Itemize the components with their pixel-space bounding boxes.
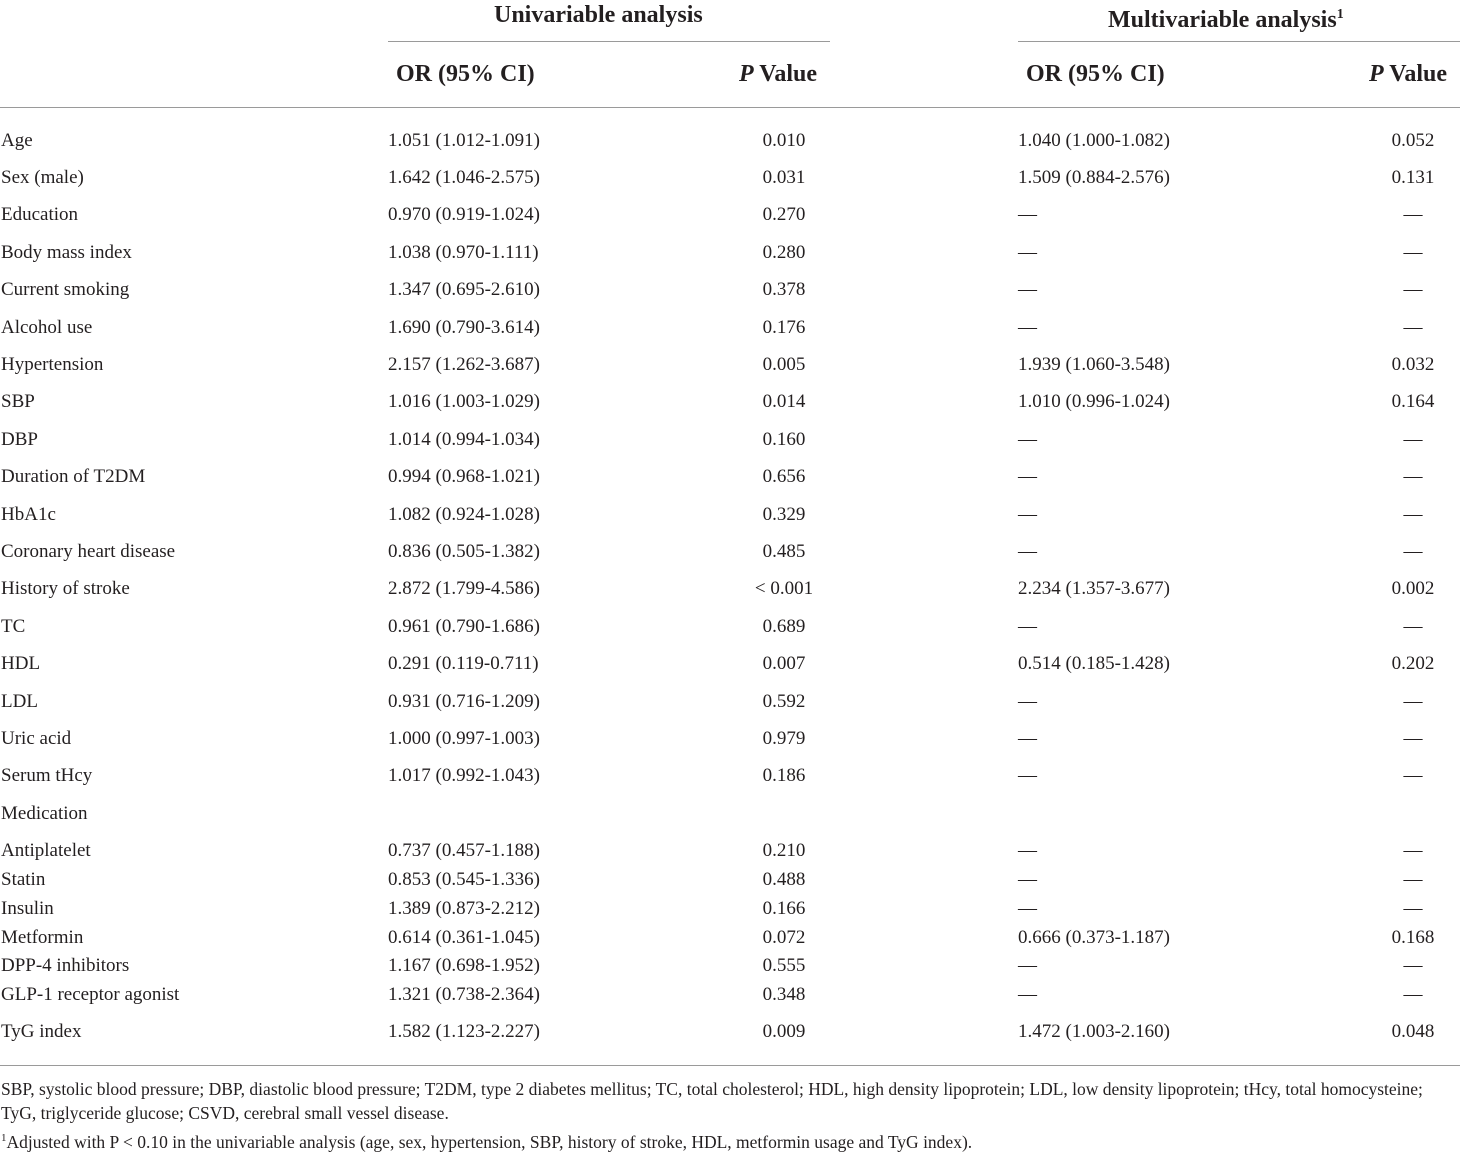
variable-cell: Statin xyxy=(1,869,46,890)
multi-or-cell: 1.509 (0.884-2.576) xyxy=(1018,167,1170,188)
uni-or-cell: 1.051 (1.012-1.091) xyxy=(388,130,540,151)
multi-or-cell: 1.040 (1.000-1.082) xyxy=(1018,130,1170,151)
univariable-heading-rule xyxy=(388,41,830,42)
uni-or-cell: 2.157 (1.262-3.687) xyxy=(388,354,540,375)
uni-or-cell: 1.016 (1.003-1.029) xyxy=(388,391,540,412)
multi-p-cell: — xyxy=(1403,466,1423,487)
uni-or-cell: 1.038 (0.970-1.111) xyxy=(388,242,539,263)
uni-p-cell: 0.329 xyxy=(762,504,806,525)
variable-cell: TyG index xyxy=(1,1021,82,1042)
uni-or-cell: 0.291 (0.119-0.711) xyxy=(388,653,539,674)
table-row xyxy=(0,980,1460,1010)
multi-p-cell: 0.048 xyxy=(1391,1021,1435,1042)
uni-p-cell: 0.014 xyxy=(762,391,806,412)
multi-or-cell: 1.472 (1.003-2.160) xyxy=(1018,1021,1170,1042)
uni-p-cell: 0.009 xyxy=(762,1021,806,1042)
uni-or-cell: 1.014 (0.994-1.034) xyxy=(388,429,540,450)
table-row xyxy=(0,500,1460,530)
uni-p-cell: 0.186 xyxy=(762,765,806,786)
variable-cell: Serum tHcy xyxy=(1,765,93,786)
multi-or-cell: — xyxy=(1018,728,1037,749)
multi-p-cell: — xyxy=(1403,279,1423,300)
uni-p-cell: 0.160 xyxy=(762,429,806,450)
variable-cell: SBP xyxy=(1,391,35,412)
multi-p-cell: 0.052 xyxy=(1391,130,1435,151)
multi-p-cell: — xyxy=(1403,840,1423,861)
multi-or-cell: 1.010 (0.996-1.024) xyxy=(1018,391,1170,412)
multi-p-cell: — xyxy=(1403,869,1423,890)
uni-or-cell: 0.994 (0.968-1.021) xyxy=(388,466,540,487)
table-row xyxy=(0,836,1460,866)
variable-cell: Uric acid xyxy=(1,728,72,749)
multi-or-cell: — xyxy=(1018,869,1037,890)
uni-p-cell: 0.485 xyxy=(762,541,806,562)
variable-cell: LDL xyxy=(1,691,38,712)
uni-p-cell: 0.176 xyxy=(762,317,806,338)
uni-p-header xyxy=(739,58,817,90)
header-bottom-rule xyxy=(0,107,1460,108)
multi-p-cell: 0.202 xyxy=(1391,653,1435,674)
variable-cell: History of stroke xyxy=(1,578,130,599)
multi-or-cell: — xyxy=(1018,898,1037,919)
uni-p-cell: 0.689 xyxy=(762,616,806,637)
variable-cell: Antiplatelet xyxy=(1,840,91,861)
table-row xyxy=(0,425,1460,455)
uni-p-cell: 0.166 xyxy=(762,898,806,919)
uni-or-cell: 0.836 (0.505-1.382) xyxy=(388,541,540,562)
variable-cell: Coronary heart disease xyxy=(1,541,176,562)
uni-p-cell: 0.979 xyxy=(762,728,806,749)
variable-cell: Hypertension xyxy=(1,354,104,375)
uni-p-cell: 0.005 xyxy=(762,354,806,375)
uni-p-cell: 0.031 xyxy=(762,167,806,188)
uni-p-cell: < 0.001 xyxy=(754,578,814,599)
uni-p-cell: 0.270 xyxy=(762,204,806,225)
table-row xyxy=(0,275,1460,305)
uni-or-cell: 0.970 (0.919-1.024) xyxy=(388,204,540,225)
multi-or-cell: — xyxy=(1018,840,1037,861)
multi-p-cell: — xyxy=(1403,317,1423,338)
multi-p-cell: — xyxy=(1403,765,1423,786)
multi-or-cell: — xyxy=(1018,429,1037,450)
uni-or-cell: 0.614 (0.361-1.045) xyxy=(388,927,540,948)
uni-p-cell: 0.348 xyxy=(762,984,806,1005)
multi-or-cell: 0.514 (0.185-1.428) xyxy=(1018,653,1170,674)
uni-or-cell: 0.931 (0.716-1.209) xyxy=(388,691,540,712)
multi-p-cell: — xyxy=(1403,984,1423,1005)
variable-cell: Medication xyxy=(1,803,88,824)
multivariable-footnote-marker: 1 xyxy=(1336,7,1344,22)
uni-or-cell: 0.853 (0.545-1.336) xyxy=(388,869,540,890)
variable-cell: Current smoking xyxy=(1,279,130,300)
table-row xyxy=(0,761,1460,791)
table-row xyxy=(0,724,1460,754)
variable-cell: Education xyxy=(1,204,79,225)
variable-cell: GLP-1 receptor agonist xyxy=(1,984,180,1005)
multi-or-cell: — xyxy=(1018,242,1037,263)
table-bottom-rule xyxy=(0,1065,1460,1066)
multi-or-cell: — xyxy=(1018,691,1037,712)
univariable-heading xyxy=(494,0,703,30)
multivariable-heading-rule xyxy=(1018,41,1460,42)
multi-p-cell: 0.131 xyxy=(1391,167,1435,188)
variable-cell: Metformin xyxy=(1,927,84,948)
multi-or-cell: 1.939 (1.060-3.548) xyxy=(1018,354,1170,375)
multi-p-cell: 0.032 xyxy=(1391,354,1435,375)
table-row xyxy=(0,350,1460,380)
multi-p-cell: — xyxy=(1403,541,1423,562)
uni-or-cell: 1.582 (1.123-2.227) xyxy=(388,1021,540,1042)
uni-or-cell: 1.167 (0.698-1.952) xyxy=(388,955,540,976)
table-row xyxy=(0,462,1460,492)
uni-or-cell: 1.082 (0.924-1.028) xyxy=(388,504,540,525)
multi-or-cell: — xyxy=(1018,984,1037,1005)
table-row xyxy=(0,612,1460,642)
footnote-abbreviations: SBP, systolic blood pressure; DBP, diastolic blood pressure; T2DM, type 2 diabetes mellitus; TC, total cholesterol; HDL, high density lipoprotein; LDL, low density lipoprotein; tHcy, total homocysteine; TyG, triglyceride glucose; CSVD, cerebral small vessel disease. xyxy=(1,1079,1423,1123)
multi-p-value-word: Value xyxy=(1389,61,1448,87)
multi-p-cell: — xyxy=(1403,898,1423,919)
multi-or-cell: — xyxy=(1018,765,1037,786)
uni-p-cell: 0.592 xyxy=(762,691,806,712)
table-row xyxy=(0,387,1460,417)
uni-or-cell: 1.000 (0.997-1.003) xyxy=(388,728,540,749)
table-row xyxy=(0,313,1460,343)
table-row xyxy=(0,923,1460,953)
variable-cell: Insulin xyxy=(1,898,54,919)
uni-or-cell: 1.347 (0.695-2.610) xyxy=(388,279,540,300)
variable-cell: Duration of T2DM xyxy=(1,466,146,487)
variable-cell: Body mass index xyxy=(1,242,132,263)
uni-or-cell: 0.737 (0.457-1.188) xyxy=(388,840,540,861)
multi-p-cell: — xyxy=(1403,691,1423,712)
variable-cell: Alcohol use xyxy=(1,317,93,338)
footnote-adjustment-text: Adjusted with P < 0.10 in the univariable analysis (age, sex, hypertension, SBP, history of stroke, HDL, metformin usage and TyG index). xyxy=(6,1131,973,1152)
multi-or-cell: — xyxy=(1018,279,1037,300)
table-row xyxy=(0,951,1460,981)
multi-p-cell: 0.164 xyxy=(1391,391,1435,412)
variable-cell: HbA1c xyxy=(1,504,56,525)
uni-p-cell: 0.555 xyxy=(762,955,806,976)
table-row xyxy=(0,865,1460,895)
uni-or-cell: 1.642 (1.046-2.575) xyxy=(388,167,540,188)
multi-or-cell: 0.666 (0.373-1.187) xyxy=(1018,927,1170,948)
multi-p-cell: — xyxy=(1403,955,1423,976)
multi-or-cell: — xyxy=(1018,541,1037,562)
table-row xyxy=(0,163,1460,193)
footnote-adjustment xyxy=(1,1126,1459,1154)
table-row xyxy=(0,574,1460,604)
uni-p-cell: 0.010 xyxy=(762,130,806,151)
variable-cell: DBP xyxy=(1,429,38,450)
multi-or-cell: — xyxy=(1018,504,1037,525)
uni-p-cell: 0.656 xyxy=(762,466,806,487)
multi-or-cell: — xyxy=(1018,466,1037,487)
multi-or-cell: — xyxy=(1018,317,1037,338)
table-row xyxy=(0,894,1460,924)
uni-p-cell: 0.378 xyxy=(762,279,806,300)
multi-or-cell: — xyxy=(1018,955,1037,976)
table-row xyxy=(0,126,1460,156)
table-row xyxy=(0,200,1460,230)
uni-p-italic: P xyxy=(739,61,754,87)
uni-or-cell: 1.389 (0.873-2.212) xyxy=(388,898,540,919)
multi-or-cell: 2.234 (1.357-3.677) xyxy=(1018,578,1170,599)
uni-p-cell: 0.072 xyxy=(762,927,806,948)
multi-p-header xyxy=(1369,58,1447,90)
multi-p-cell: — xyxy=(1403,728,1423,749)
footnote-marker: 1 xyxy=(1,1132,7,1144)
variable-cell: Age xyxy=(1,130,33,151)
multivariable-heading-text: Multivariable analysis xyxy=(1108,7,1337,33)
uni-or-cell: 1.017 (0.992-1.043) xyxy=(388,765,540,786)
uni-or-cell: 2.872 (1.799-4.586) xyxy=(388,578,540,599)
multi-p-cell: 0.168 xyxy=(1391,927,1435,948)
uni-or-cell: 1.321 (0.738-2.364) xyxy=(388,984,540,1005)
uni-or-cell: 1.690 (0.790-3.614) xyxy=(388,317,540,338)
multi-p-cell: — xyxy=(1403,204,1423,225)
multi-p-cell: 0.002 xyxy=(1391,578,1435,599)
variable-cell: HDL xyxy=(1,653,41,674)
uni-p-cell: 0.280 xyxy=(762,242,806,263)
table-row xyxy=(0,537,1460,567)
multi-p-cell: — xyxy=(1403,429,1423,450)
variable-cell: TC xyxy=(1,616,26,637)
table-row xyxy=(0,799,1460,829)
table-row xyxy=(0,1017,1460,1047)
table-row xyxy=(0,238,1460,268)
uni-or-cell: 0.961 (0.790-1.686) xyxy=(388,616,540,637)
table-row xyxy=(0,687,1460,717)
uni-or-header: OR (95% CI) xyxy=(396,61,535,87)
variable-cell: Sex (male) xyxy=(1,167,84,188)
multi-p-cell: — xyxy=(1403,504,1423,525)
univariable-heading-text: Univariable analysis xyxy=(494,2,703,28)
variable-cell: DPP-4 inhibitors xyxy=(1,955,130,976)
multivariable-heading xyxy=(1108,0,1344,35)
multi-or-cell: — xyxy=(1018,616,1037,637)
multi-p-cell: — xyxy=(1403,616,1423,637)
uni-p-cell: 0.210 xyxy=(762,840,806,861)
multi-or-cell: — xyxy=(1018,204,1037,225)
table-row xyxy=(0,649,1460,679)
uni-p-value-word: Value xyxy=(759,61,818,87)
uni-p-cell: 0.007 xyxy=(762,653,806,674)
uni-p-cell: 0.488 xyxy=(762,869,806,890)
multi-or-header: OR (95% CI) xyxy=(1026,61,1165,87)
multi-p-italic: P xyxy=(1369,61,1384,87)
multi-p-cell: — xyxy=(1403,242,1423,263)
